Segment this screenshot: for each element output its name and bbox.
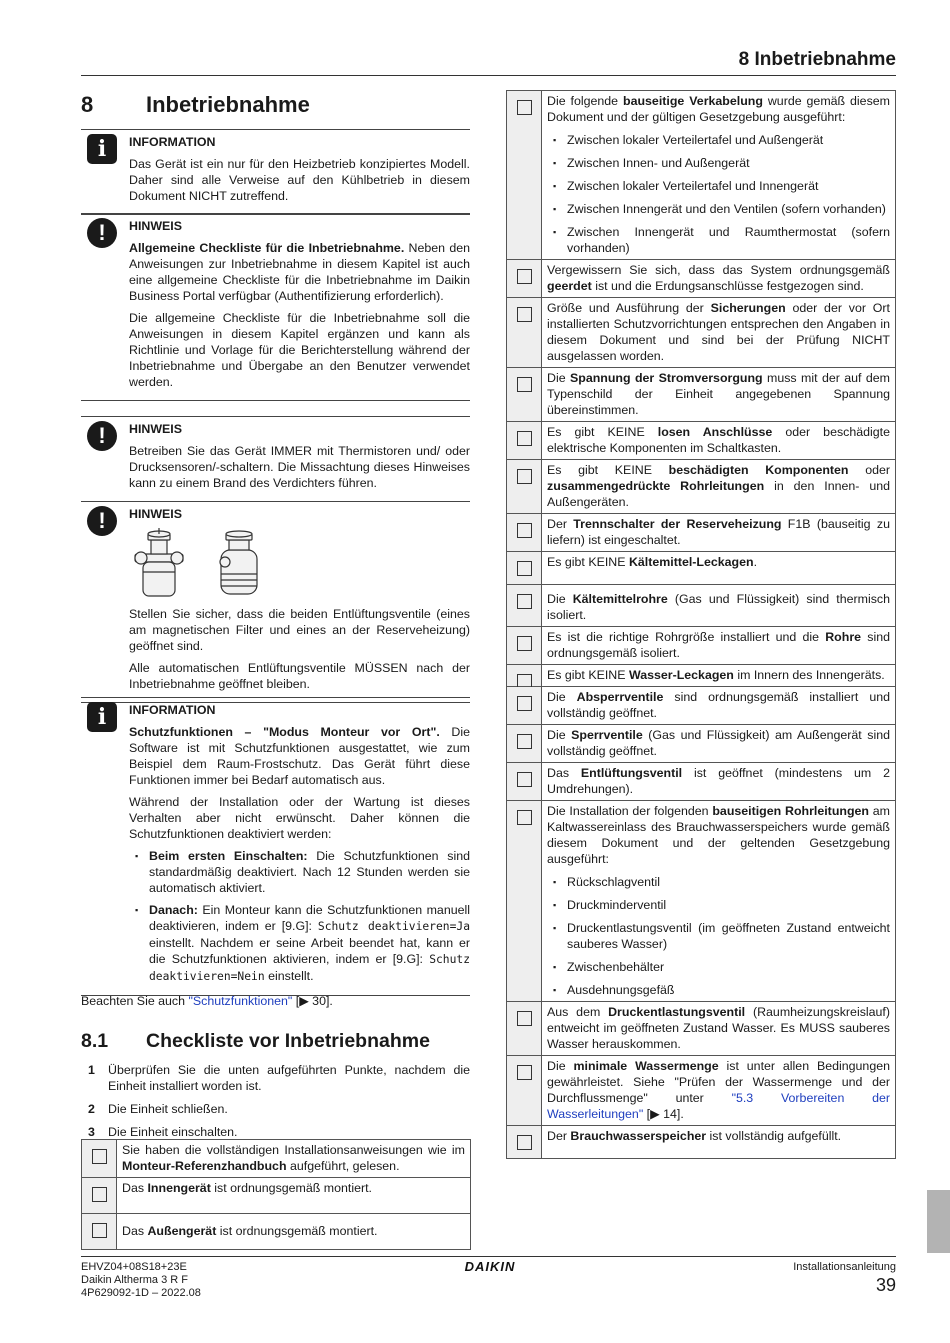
checklist-row [507, 514, 896, 552]
footer-doc-code: 4P629092-1D – 2022.08 [81, 1287, 201, 1299]
checkbox[interactable] [517, 269, 532, 284]
warning-icon: ! [87, 506, 117, 536]
side-tab-marker [927, 1190, 950, 1253]
list-item [129, 848, 470, 896]
note-title: INFORMATION [129, 703, 216, 717]
text-bold: Sperrventile [571, 728, 643, 742]
text-part: Der [547, 517, 574, 531]
note-rest: Neben den Anweisungen zur Inbetriebnahme in diesem Kapitel ist auch eine allgemeine Checkliste für die Inbetriebnahme im Daikin Business Portal verfügbar (Authentifizierung erforderlich). [129, 241, 470, 303]
checklist-row [507, 552, 896, 585]
text-part: Sie haben die vollständigen Installationsanweisungen wie im [122, 1143, 465, 1157]
list-item: ▪ Zwischen Innen- und Außengerät [547, 155, 890, 171]
note-text-2: Alle automatischen Entlüftungsventile MÜSSEN nach der Inbetriebnahme geöffnet bleiben. [129, 661, 470, 691]
text-part: . [753, 555, 758, 569]
checklist-text [542, 260, 896, 298]
text-part: [▶ 14]. [643, 1107, 684, 1121]
checklist-text [542, 422, 896, 460]
note-text: Das Gerät ist ein nur für den Heizbetrieb konzipiertes Modell. Daher sind alle Verweise auf den Kühlbetrieb in diesem Dokument NICHT zutreffend. [129, 157, 470, 203]
step-text: Die Einheit einschalten. [108, 1125, 238, 1139]
list-item: ▪ Druckminderventil [547, 897, 890, 913]
step-1 [81, 1062, 470, 1094]
text-part: Es gibt KEINE [547, 668, 629, 682]
hint-note-air-purge-valves [81, 501, 470, 703]
item-bold: Danach: [149, 903, 198, 917]
text-part: am Kaltwassereinlass des Brauchwasserspeichers wurde gemäß diesem Dokument und der geltenden Gesetzgebung ausgeführt: [547, 804, 890, 866]
warning-icon: ! [87, 218, 117, 248]
list-item: ▪ Ausdehnungsgefäß [547, 982, 890, 998]
text-part: in den Innen- und Außengeräten. [547, 479, 890, 509]
checkbox-cell[interactable] [507, 552, 542, 585]
checkbox-cell[interactable] [82, 1214, 117, 1250]
section-title: Inbetriebnahme [146, 92, 310, 117]
checklist-row [507, 1126, 896, 1159]
checklist-row [82, 1140, 471, 1178]
item-rest: Ein Monteur kann die Schutzfunktionen manuell deaktivieren, indem er [9.G]: [149, 903, 470, 933]
list-item: ▪ Zwischen Innengerät und Raumthermostat (sofern vorhanden) [547, 224, 890, 256]
info-icon: i [87, 702, 117, 732]
checkbox[interactable] [517, 561, 532, 576]
text-part: ist und die Erdungsanschlüsse festgezogen sind. [591, 279, 864, 293]
setting-name-2: Schutz deaktivieren [149, 953, 470, 983]
checkbox[interactable] [517, 377, 532, 392]
text-part: oder [848, 463, 890, 477]
checkbox-cell[interactable] [507, 91, 542, 260]
checklist-text [117, 1140, 471, 1178]
note-text-2: Die allgemeine Checkliste für die Inbetriebnahme soll die Anweisungen in diesem Kapitel ergänzen und kann als Richtlinie und Vorlage für die Berichterstellung während der Inbetriebnahme und Übergabe an den Benutzer verwendet werden. [129, 311, 470, 389]
text-bold: Innengerät [147, 1181, 211, 1195]
daikin-logo: DAIKIN [464, 1259, 516, 1274]
checklist-text [542, 1126, 896, 1159]
checklist-text [542, 1002, 896, 1056]
item-rest-2: einstellt. Nachdem er seine Arbeit beendet hat, kann er die Schutzfunktionen aktivieren, indem er [9.G]: [149, 936, 470, 966]
checkbox[interactable] [92, 1187, 107, 1202]
checklist-row [507, 368, 896, 422]
warning-icon: ! [87, 421, 117, 451]
step-3 [81, 1124, 470, 1140]
checkbox[interactable] [517, 307, 532, 322]
text-bold: Rohre [825, 630, 862, 644]
text-bold: Spannung der Stromversorgung [570, 371, 763, 385]
checklist-row [507, 585, 896, 627]
text-bold-2: zusammengedrückte Rohrleitungen [547, 479, 765, 493]
step-number: 1 [88, 1063, 95, 1077]
checklist-text [542, 763, 896, 801]
text-part: muss mit der auf dem Typenschild der Einheit angegebenen Spannung übereinstimmen. [547, 371, 890, 417]
note-title: HINWEIS [129, 422, 183, 436]
right-checklist-table [506, 90, 896, 1159]
checklist-text [117, 1178, 471, 1214]
checklist-row [507, 687, 896, 725]
text-part: F1B (bauseitig zu liefern) ist eingeschaltet. [547, 517, 890, 547]
text-part: Das [122, 1181, 148, 1195]
checkbox-cell[interactable] [507, 665, 542, 687]
item-rest-3: einstellt. [264, 969, 314, 983]
checklist-text [117, 1214, 471, 1250]
footer-rule [81, 1256, 896, 1257]
checklist-row [82, 1214, 471, 1250]
step-2 [81, 1101, 470, 1117]
checklist-row [507, 260, 896, 298]
setting-value: =Ja [449, 920, 470, 933]
text-bold: geerdet [547, 279, 592, 293]
checklist-text [542, 298, 896, 368]
note-rest: Die Software ist mit Schutzfunktionen ausgestattet, wie zum Beispiel dem Raum-Frostschutz. Das Gerät führt diese Funktionen immer bei Bedarf automatisch aus. [129, 725, 470, 787]
text-bold: Brauchwasserspeicher [570, 1129, 707, 1143]
information-note-protective-functions [81, 697, 470, 996]
piping-list [547, 874, 890, 998]
text-bold: Trennschalter der Reserveheizung [573, 517, 782, 531]
text-bold: Druckentlastungsventil [608, 1005, 746, 1019]
step-number: 2 [88, 1102, 95, 1116]
checkbox[interactable] [92, 1223, 107, 1238]
checklist-text [542, 368, 896, 422]
checkbox[interactable] [517, 469, 532, 484]
note-text: Betreiben Sie das Gerät IMMER mit Thermistoren und/ oder Drucksensoren/-schaltern. Die Missachtung dieses Hinweises kann zu einem Brand des Verdichters führen. [129, 444, 470, 490]
text-part: Die folgende [547, 94, 624, 108]
checkbox-cell[interactable] [82, 1140, 117, 1178]
setting-name: Schutz deaktivieren [317, 920, 450, 933]
air-purge-valve-illustration [129, 528, 279, 602]
text-part: sind ordnungsgemäß installiert und vollständig geöffnet. [547, 690, 890, 720]
checkbox-cell[interactable] [507, 687, 542, 725]
subsection-title: Checkliste vor Inbetriebnahme [146, 1030, 430, 1052]
text-part: (Raumheizungskreislauf) entweicht im geöffneten Zustand Wasser. Es MUSS sauberes Wasser herauskommen. [547, 1005, 891, 1051]
text-bold: Monteur-Referenzhandbuch [122, 1159, 287, 1173]
checkbox-cell[interactable] [507, 298, 542, 368]
text-part: Vergewissern Sie sich, dass das System ordnungsgemäß [547, 263, 890, 277]
checklist-row [507, 725, 896, 763]
reference-line [81, 993, 470, 1009]
text-bold: beschädigten Komponenten [668, 463, 849, 477]
checkbox-cell[interactable] [507, 368, 542, 422]
text-part: wurde gemäß diesem Dokument und der gültigen Gesetzgebung ausgeführt: [547, 94, 890, 124]
checklist-row [507, 1056, 896, 1126]
info-icon: i [87, 134, 117, 164]
note-title: HINWEIS [129, 507, 183, 521]
checklist-text [542, 801, 896, 1002]
valves-illustration [129, 528, 470, 606]
procedure-steps [81, 1062, 470, 1147]
text-part: Es ist die richtige Rohrgröße installiert und die [547, 630, 826, 644]
text-part: Die [547, 371, 570, 385]
checklist-text [542, 91, 896, 260]
checklist-row [507, 91, 896, 260]
list-item: ▪ Zwischen lokaler Verteilertafel und Innengerät [547, 178, 890, 194]
setting-value-2: =Nein [230, 970, 265, 983]
checklist-row [507, 460, 896, 514]
list-item [129, 902, 470, 985]
wiring-list [547, 132, 890, 256]
checkbox[interactable] [517, 431, 532, 446]
text-part: Das [547, 766, 581, 780]
left-checklist-table [81, 1139, 471, 1250]
text-bold: losen Anschlüsse [657, 425, 773, 439]
reference-suffix: [▶ 30]. [292, 994, 333, 1008]
text-bold: Sicherungen [710, 301, 786, 315]
text-part: Es gibt KEINE [547, 555, 629, 569]
hint-note-general-checklist [81, 213, 470, 401]
section-number: 8 [81, 92, 94, 117]
list-item: ▪ Rückschlagventil [547, 874, 890, 890]
checklist-row [82, 1178, 471, 1214]
checkbox-cell[interactable] [507, 725, 542, 763]
note-text [129, 240, 470, 304]
list-item: ▪ Zwischen Innengerät und den Ventilen (sofern vorhanden) [547, 201, 890, 217]
checkbox-cell[interactable] [507, 763, 542, 801]
footer-manual-type: Installationsanleitung [793, 1261, 896, 1273]
text-part: ist ordnungsgemäß montiert. [216, 1224, 378, 1238]
checklist-text [542, 460, 896, 514]
text-bold: minimale Wassermenge [573, 1059, 719, 1073]
subsection-number: 8.1 [81, 1030, 109, 1052]
step-text: Überprüfen Sie die unten aufgeführten Punkte, nachdem die Einheit installiert worden ist. [108, 1063, 470, 1093]
checkbox[interactable] [517, 696, 532, 711]
footer-product: Daikin Altherma 3 R F [81, 1274, 188, 1286]
hint-note-thermistors [81, 416, 470, 502]
header-rule [81, 75, 896, 76]
protective-functions-link[interactable]: "Schutzfunktionen" [188, 994, 293, 1008]
checklist-text [542, 1056, 896, 1126]
checkbox-cell[interactable] [507, 1126, 542, 1159]
text-part: Die [547, 592, 573, 606]
checklist-text [542, 627, 896, 665]
item-rest: Die Schutzfunktionen sind standardmäßig deaktiviert. Nach 12 Stunden werden sie automatisch aktiviert. [149, 849, 470, 895]
text-bold: Kältemittel-Leckagen [628, 555, 754, 569]
checkbox-cell[interactable] [82, 1178, 117, 1214]
text-part: ist unter allen Bedingungen gewährleistet. Siehe "Prüfen der Wassermenge und der Durchflussmenge" unter [547, 1059, 890, 1105]
text-part: sind ordnungsgemäß isoliert. [547, 630, 890, 660]
checkbox-cell[interactable] [507, 460, 542, 514]
checkbox[interactable] [517, 100, 532, 115]
text-part: Aus dem [547, 1005, 609, 1019]
footer-doc-info [81, 1261, 201, 1300]
checkbox[interactable] [517, 523, 532, 538]
note-bold: Allgemeine Checkliste für die Inbetriebnahme. [129, 241, 405, 255]
text-bold: bauseitige Verkabelung [623, 94, 763, 108]
list-item: ▪ Druckentlastungsventil (im geöffneten Zustand entweicht sauberes Wasser) [547, 920, 890, 952]
text-part: ist vollständig aufgefüllt. [706, 1129, 842, 1143]
text-bold: Außengerät [147, 1224, 217, 1238]
checklist-row [507, 627, 896, 665]
checklist-row [507, 422, 896, 460]
text-part: ist ordnungsgemäß montiert. [210, 1181, 372, 1195]
checkbox[interactable] [517, 810, 532, 825]
list-item: ▪ Zwischenbehälter [547, 959, 890, 975]
checklist-row [507, 763, 896, 801]
checklist-text [542, 687, 896, 725]
note-text [129, 724, 470, 788]
checklist-text [542, 514, 896, 552]
checkbox-cell[interactable] [507, 422, 542, 460]
text-part: Der [547, 1129, 571, 1143]
text-bold: Entlüftungsventil [580, 766, 683, 780]
page-number: 39 [875, 1275, 896, 1295]
checklist-row [507, 1002, 896, 1056]
checklist-text [542, 665, 896, 687]
text-part: Das [122, 1224, 148, 1238]
text-part: Die [547, 728, 572, 742]
text-part: im Innern des Innengeräts. [733, 668, 885, 682]
text-part: Die [547, 690, 577, 704]
checkbox[interactable] [517, 636, 532, 651]
text-part: oder der vor Ort installierten Schutzvorrichtungen entsprechen den Angaben in diesem Dokument und sind bei der Prüfung NICHT ausgelassen worden. [547, 301, 890, 363]
checkbox[interactable] [517, 1065, 532, 1080]
checklist-row [507, 665, 896, 687]
note-title: INFORMATION [129, 135, 216, 149]
text-part: (Gas und Flüssigkeit) am Außengerät sind vollständig geöffnet. [547, 728, 890, 758]
note-bold: Schutzfunktionen – "Modus Monteur vor Ort". [129, 725, 440, 739]
item-bold: Beim ersten Einschalten: [149, 849, 308, 863]
checkbox-cell[interactable] [507, 1002, 542, 1056]
text-part: Es gibt KEINE [547, 425, 658, 439]
text-bold: bauseitigen Rohrleitungen [712, 804, 869, 818]
checkbox[interactable] [517, 734, 532, 749]
checkbox-cell[interactable] [507, 1056, 542, 1126]
checkbox[interactable] [517, 772, 532, 787]
text-part: ist geöffnet (mindestens um 2 Umdrehungen). [547, 766, 890, 796]
checkbox-cell[interactable] [507, 260, 542, 298]
checklist-text [542, 725, 896, 763]
protective-functions-list [129, 848, 470, 985]
list-item: ▪ Zwischen lokaler Verteilertafel und Außengerät [547, 132, 890, 148]
text-part: oder beschädigte elektrische Komponenten im Schaltkasten. [547, 425, 890, 455]
text-bold: Kältemittelrohre [572, 592, 668, 606]
checkbox-cell[interactable] [507, 627, 542, 665]
text-bold: Wasser-Leckagen [628, 668, 734, 682]
checklist-row [507, 298, 896, 368]
text-part: aufgeführt, gelesen. [286, 1159, 400, 1173]
text-bold: Absperrventile [576, 690, 664, 704]
checkbox[interactable] [92, 1149, 107, 1164]
checklist-row [507, 801, 896, 1002]
reference-prefix: Beachten Sie auch [81, 994, 189, 1008]
checkbox-cell[interactable] [507, 801, 542, 1002]
checkbox-cell[interactable] [507, 514, 542, 552]
information-note-heating-only [81, 129, 470, 215]
checkbox[interactable] [517, 594, 532, 609]
step-text: Die Einheit schließen. [108, 1102, 228, 1116]
text-part: Die Installation der folgenden [547, 804, 713, 818]
step-number: 3 [88, 1125, 95, 1139]
note-text: Stellen Sie sicher, dass die beiden Entlüftungsventile (eines am magnetischen Filter und eines an der Reserveheizung) geöffnet sind. [129, 607, 470, 653]
text-part: Es gibt KEINE [547, 463, 669, 477]
note-text-2: Während der Installation oder der Wartung ist dieses Verhalten aber nicht erwünscht. Daher können die Schutzfunktionen deaktiviert werden: [129, 795, 470, 841]
text-part: (Gas und Flüssigkeit) sind thermisch isoliert. [547, 592, 890, 622]
checklist-text [542, 552, 896, 585]
water-piping-link[interactable]: "5.3 Vorbereiten der Wasserleitungen" [547, 1091, 890, 1121]
checkbox[interactable] [517, 1135, 532, 1150]
text-part: Größe und Ausführung der [547, 301, 711, 315]
checklist-text [542, 585, 896, 627]
checkbox-cell[interactable] [507, 585, 542, 627]
text-part: Die [547, 1059, 574, 1073]
note-title: HINWEIS [129, 219, 183, 233]
chapter-header-title: 8 Inbetriebnahme [738, 49, 896, 70]
checkbox[interactable] [517, 1011, 532, 1026]
footer-model: EHVZ04+08S18+23E [81, 1261, 187, 1273]
